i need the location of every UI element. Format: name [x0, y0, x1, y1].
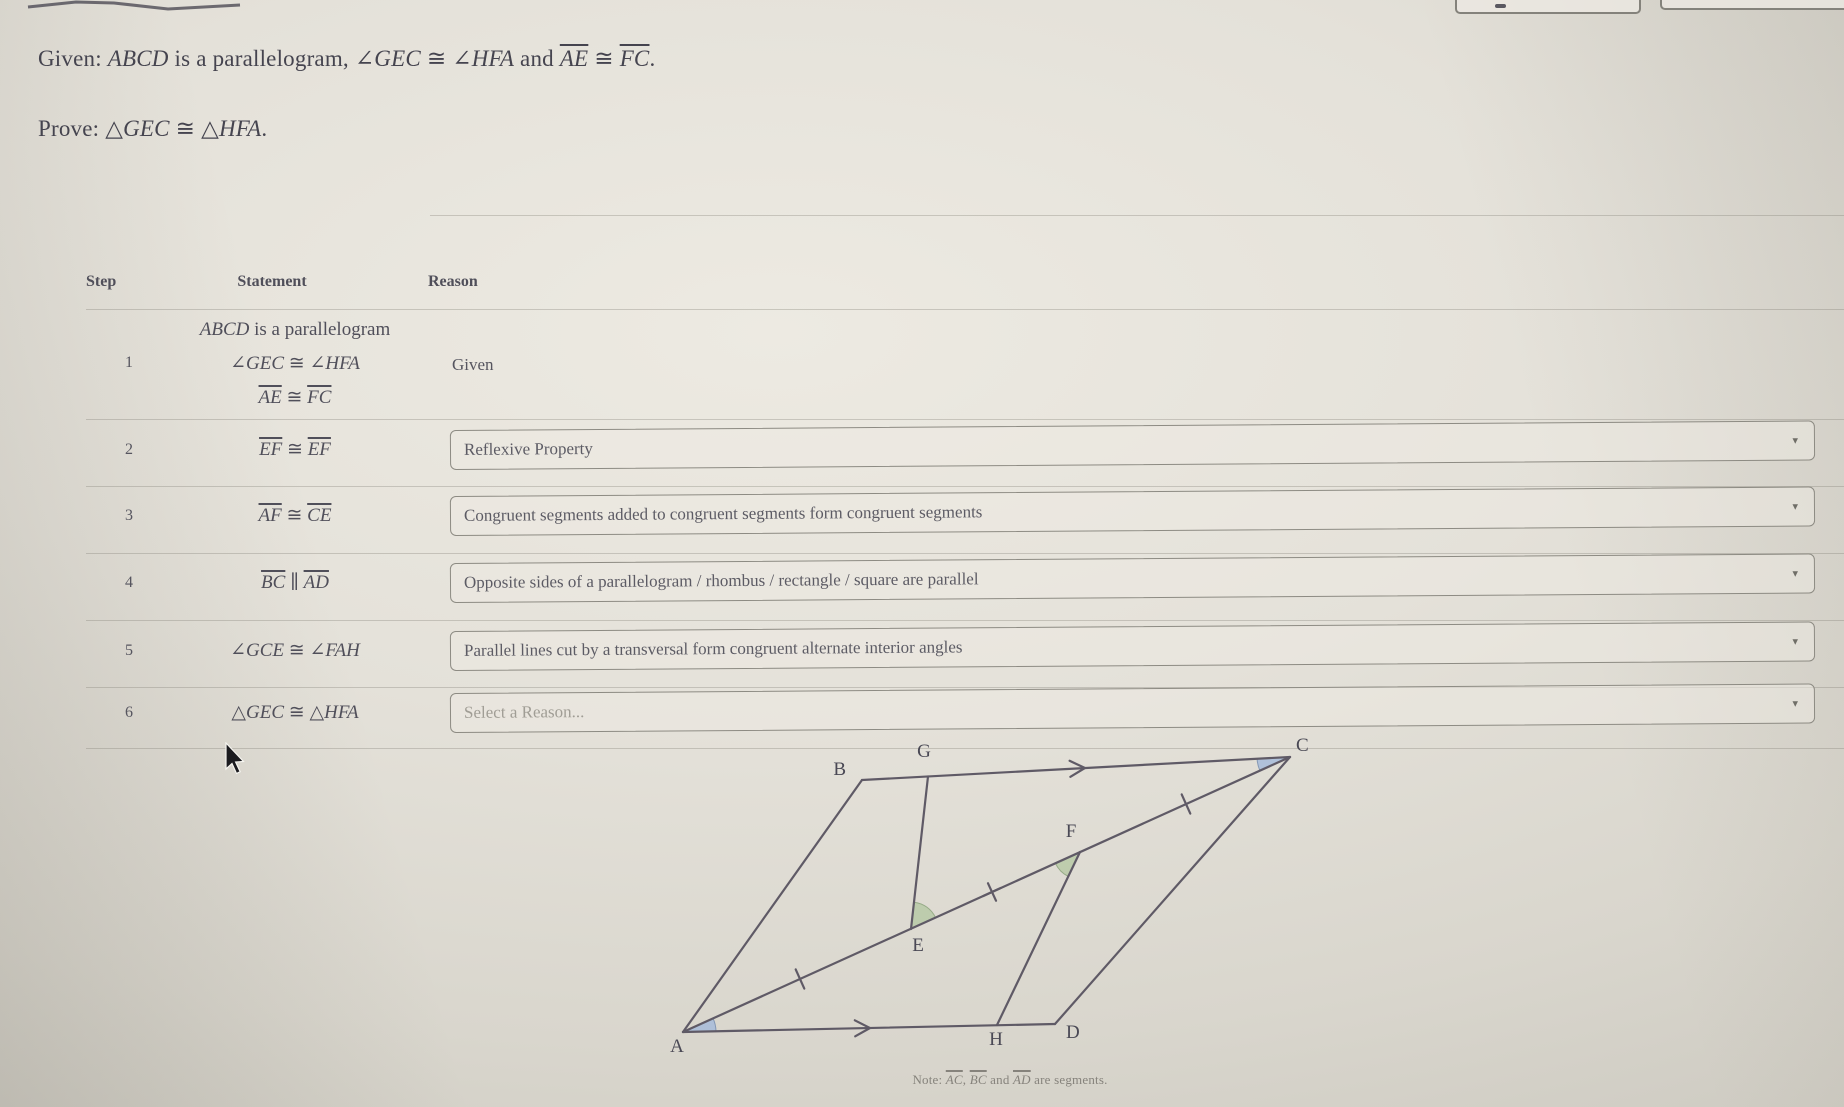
- divider: [86, 486, 1844, 487]
- divider: [86, 419, 1844, 420]
- reason-dropdown-value: Opposite sides of a parallelogram / rhombus / rectangle / square are parallel: [463, 569, 979, 592]
- statement-row-5: ∠GCE ≅ ∠FAH: [230, 640, 360, 661]
- reason-dropdown-row-6-select-a-reason[interactable]: [450, 683, 1815, 733]
- step-number: 1: [125, 354, 133, 371]
- top-right-partial-button-2[interactable]: [1660, 0, 1844, 10]
- vertex-label-e: E: [912, 935, 924, 956]
- chevron-down-icon: ▾: [1792, 634, 1799, 648]
- divider: [86, 620, 1844, 621]
- step-number: 5: [125, 642, 133, 659]
- column-header-reason: Reason: [428, 273, 478, 290]
- side-ab-line: [683, 780, 862, 1032]
- chevron-down-icon: ▾: [1792, 566, 1799, 580]
- statement-row-1: ABCD is a parallelogram ∠GEC ≅ ∠HFA $\overline{AE}$ ≅ $\overline{FC}$: [199, 319, 391, 408]
- angle-hfa-mark: [1055, 852, 1080, 876]
- diagram-note: Note: $\overline{AC}$, $\overline{BC}$ and $\overline{AD}$ are segments.: [912, 1072, 1108, 1087]
- reason-dropdown-row-2[interactable]: [450, 420, 1815, 470]
- tick-mark-fc: [1182, 794, 1191, 813]
- mouse-cursor: [225, 742, 249, 776]
- chevron-down-icon: ▾: [1792, 433, 1799, 447]
- vertex-label-b: B: [833, 759, 846, 780]
- vertex-label-c: C: [1296, 735, 1309, 756]
- tick-mark-ae: [796, 969, 805, 988]
- column-header-step: Step: [86, 273, 117, 290]
- reason-dropdown-row-3[interactable]: [450, 486, 1815, 536]
- vertex-label-h: H: [989, 1029, 1003, 1050]
- cross-mark-ef-2: [983, 888, 1000, 896]
- statement-row-4: $\overline{BC}$ ∥ $\overline{AD}$: [261, 572, 329, 593]
- vertex-label-f: F: [1065, 821, 1077, 842]
- prove-statement: Prove: △GEC ≅ △HFA.: [38, 116, 268, 141]
- step-number: 3: [125, 507, 133, 524]
- divider: [430, 215, 1844, 216]
- segment-fh-line: [997, 852, 1080, 1025]
- reason-dropdown-row-5[interactable]: [450, 621, 1815, 671]
- reason-dropdown-value: Reflexive Property: [463, 439, 593, 459]
- vertex-label-a: A: [670, 1036, 684, 1057]
- reason-dropdown-value: Parallel lines cut by a transversal form congruent alternate interior angles: [463, 637, 963, 660]
- step-number: 6: [125, 704, 133, 721]
- statement-row-6: △GEC ≅ △HFA: [231, 702, 359, 723]
- column-header-statement: Statement: [237, 273, 307, 290]
- divider: [86, 553, 1844, 554]
- vertex-label-g: G: [917, 741, 931, 762]
- statement-row-3: $\overline{AF}$ ≅ $\overline{CE}$: [258, 505, 332, 526]
- angle-gec-mark: [911, 902, 936, 929]
- reason-row-1: Given: [452, 355, 494, 374]
- side-dc-line: [1055, 757, 1290, 1024]
- button-glyph-fragment: [1495, 4, 1506, 8]
- top-left-partial-element: [18, 0, 248, 14]
- parallelogram-diagram: [580, 735, 1320, 1075]
- step-number: 2: [125, 441, 133, 458]
- divider: [86, 309, 1844, 310]
- statement-row-2: $\overline{EF}$ ≅ $\overline{EF}$: [259, 439, 331, 460]
- reason-dropdown-row-4[interactable]: [450, 553, 1815, 603]
- reason-dropdown-placeholder: Select a Reason...: [463, 702, 585, 722]
- step-number: 4: [125, 574, 133, 591]
- vertex-label-d: D: [1066, 1022, 1080, 1043]
- chevron-down-icon: ▾: [1792, 696, 1799, 710]
- reason-dropdown-value: Congruent segments added to congruent segments form congruent segments: [463, 502, 983, 525]
- given-statement: Given: ABCD is a parallelogram, ∠GEC ≅ ∠HFA and $\overline{AE}$ ≅ $\overline{FC}$.: [38, 46, 656, 71]
- top-right-partial-button-1[interactable]: [1455, 0, 1641, 14]
- chevron-down-icon: ▾: [1792, 499, 1799, 513]
